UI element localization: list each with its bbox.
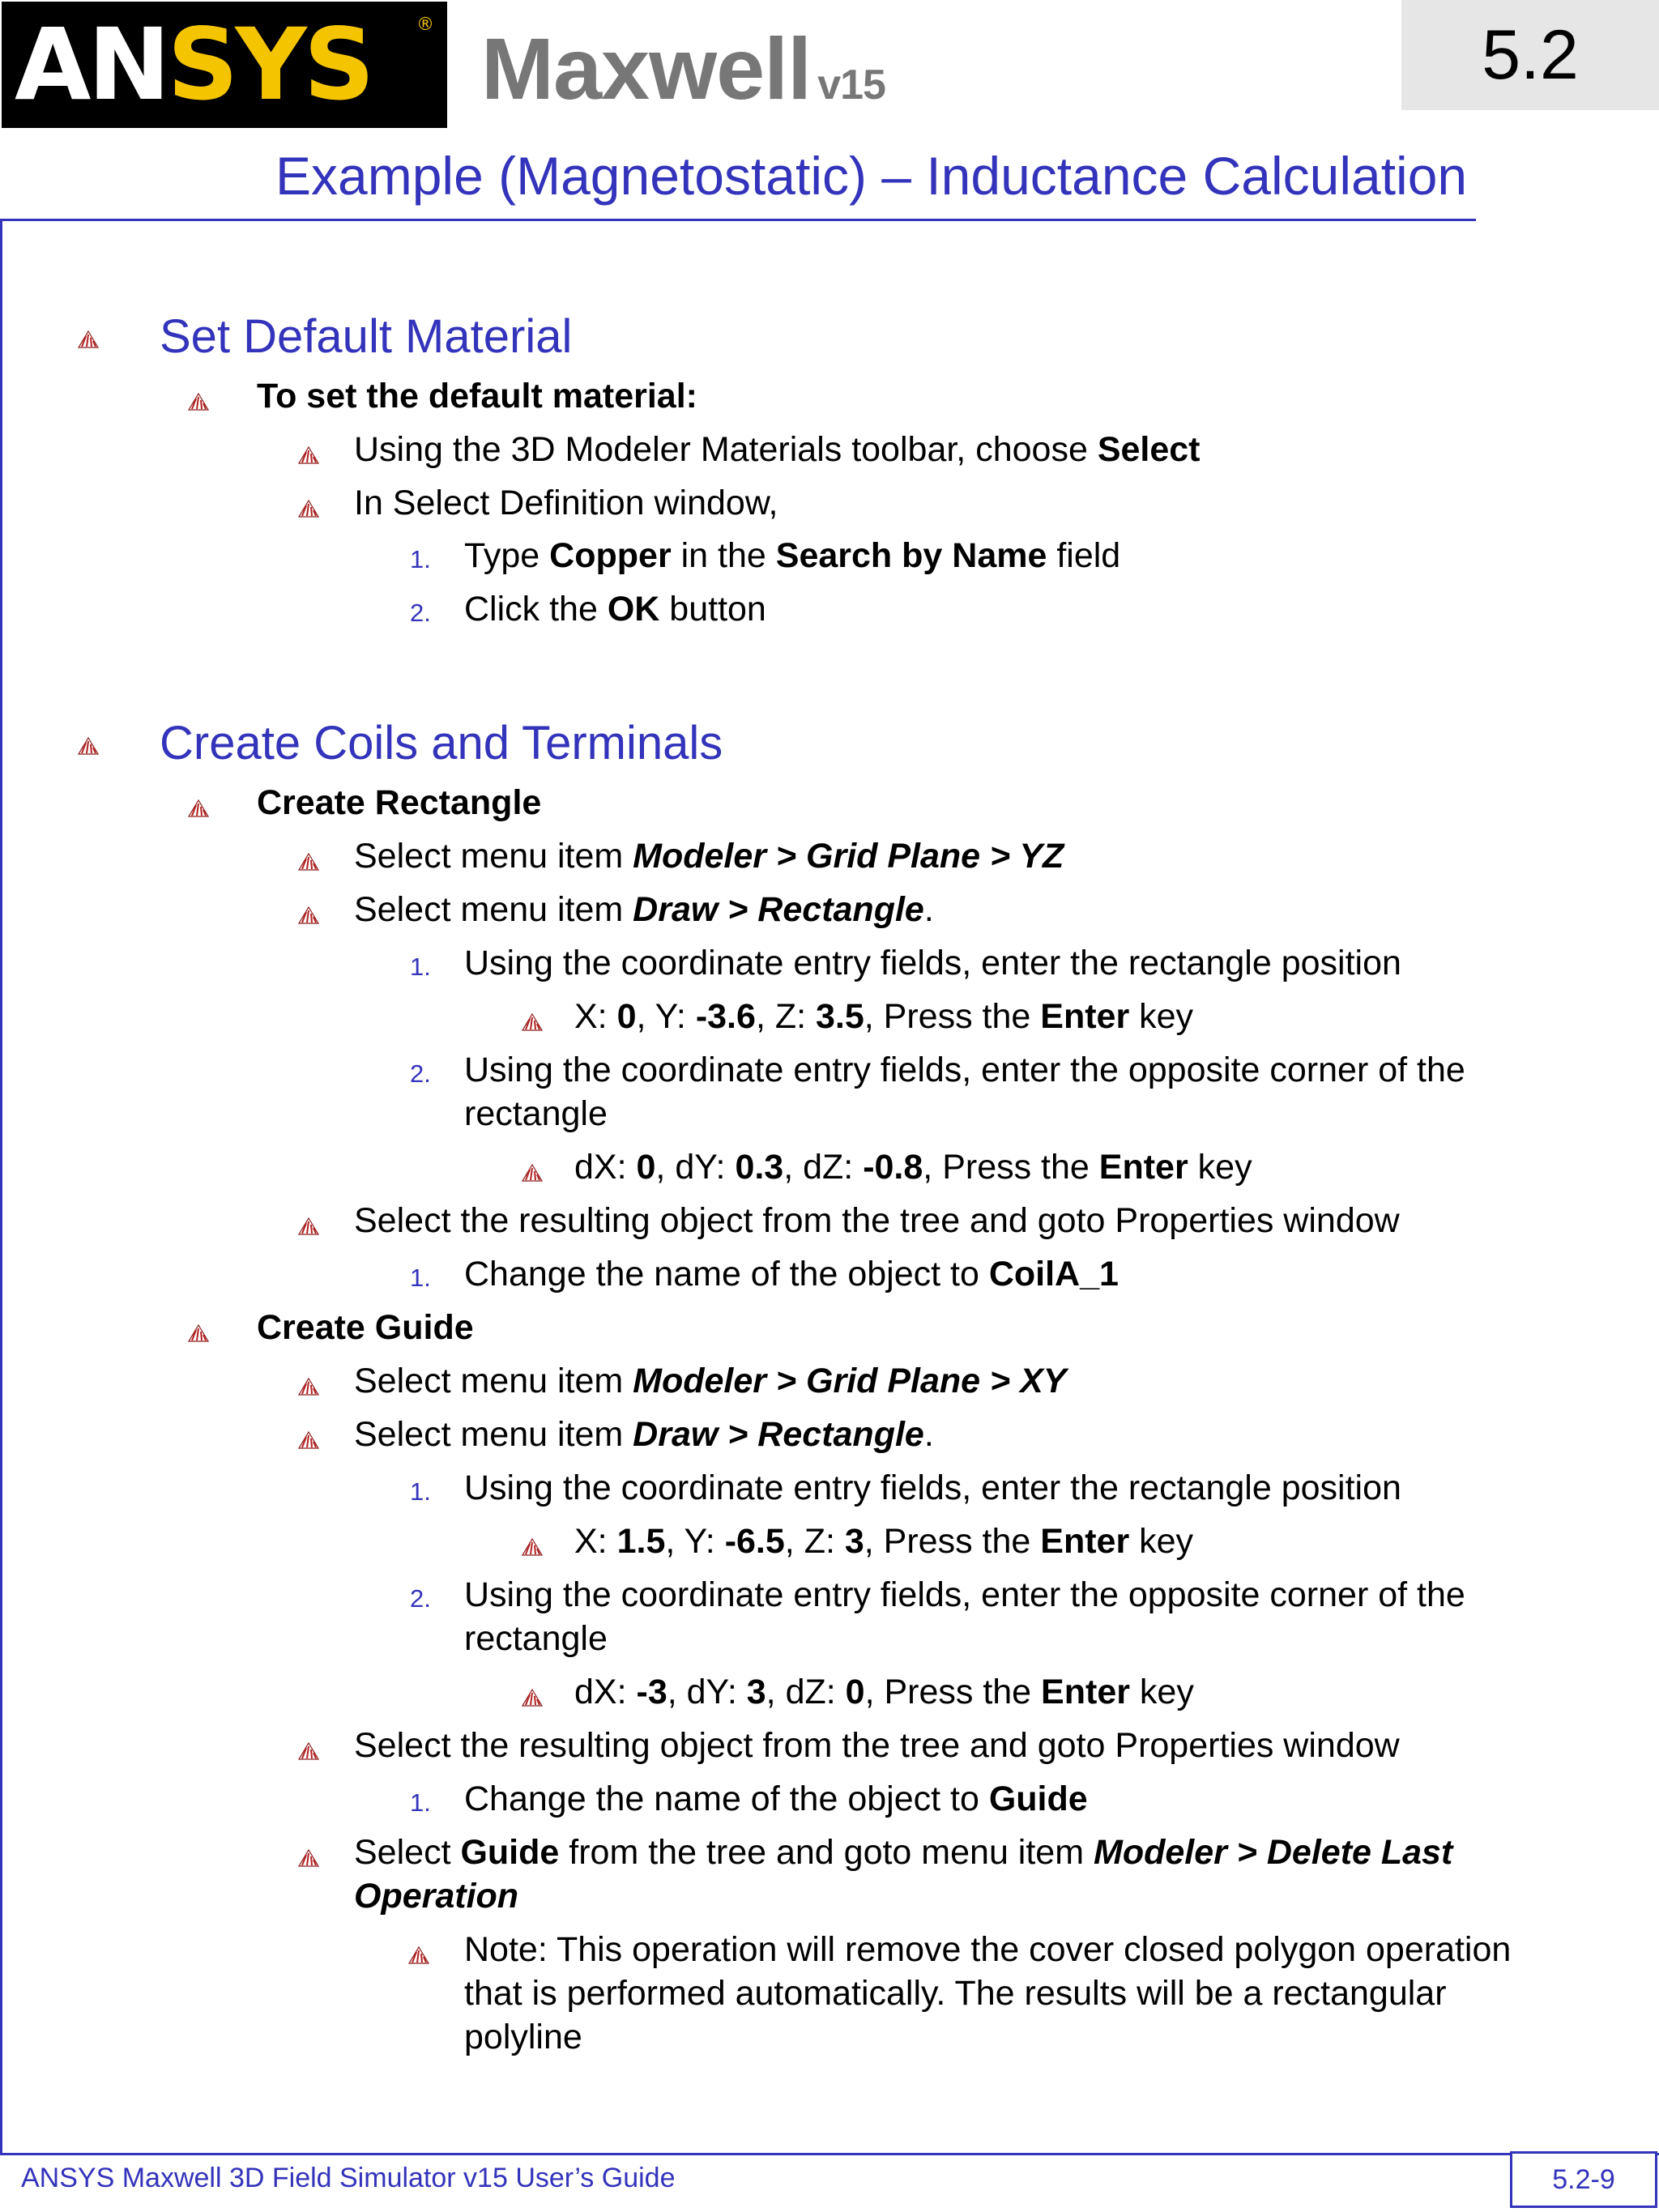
product-title: Maxwell <box>481 19 812 117</box>
list-item-continuation: rectangle <box>464 1619 608 1658</box>
list-item: Select the resulting object from the tree and goto Properties window <box>354 1726 1400 1765</box>
list-item: Select Guide from the tree and goto menu item Modeler > Delete Last <box>354 1833 1453 1872</box>
logo-text-sys: SYS <box>167 7 372 122</box>
page-title: Example (Magnetostatic) – Inductance Calculation <box>275 146 1468 206</box>
subheading-create-rectangle: Create Rectangle <box>257 783 542 822</box>
section-heading-coils-terminals: Create Coils and Terminals <box>160 717 723 769</box>
step-number: 1. <box>410 545 431 573</box>
list-item: Click the OK button <box>464 590 766 629</box>
ansys-logo <box>2 2 447 128</box>
list-item: Type Copper in the Search by Name field <box>464 536 1121 575</box>
subheading-set-default-material: To set the default material: <box>257 377 697 416</box>
note-text-continuation: polyline <box>464 2018 582 2056</box>
list-item: dX: 0, dY: 0.3, dZ: -0.8, Press the Enter key <box>574 1148 1252 1187</box>
subheading-create-guide: Create Guide <box>257 1308 474 1347</box>
footer-guide-title: ANSYS Maxwell 3D Field Simulator v15 User’s Guide <box>21 2163 676 2193</box>
logo-text-an: AN <box>15 7 168 122</box>
step-number: 1. <box>410 953 431 981</box>
list-item-continuation: rectangle <box>464 1094 608 1133</box>
step-number: 2. <box>410 1059 431 1088</box>
list-item: In Select Definition window, <box>354 484 778 522</box>
frame-top-rule <box>0 219 1476 221</box>
list-item: Using the coordinate entry fields, enter the rectangle position <box>464 1468 1401 1507</box>
list-item: Using the 3D Modeler Materials toolbar, choose Select <box>354 430 1201 469</box>
section-heading-default-material: Set Default Material <box>160 310 573 363</box>
list-item: Select menu item Draw > Rectangle. <box>354 1415 934 1454</box>
list-item: X: 0, Y: -3.6, Z: 3.5, Press the Enter key <box>574 997 1194 1036</box>
note-text: Note: This operation will remove the cover closed polygon operation <box>464 1930 1512 1969</box>
list-item: Select the resulting object from the tree and goto Properties window <box>354 1201 1400 1240</box>
list-item: Select menu item Modeler > Grid Plane > YZ <box>354 837 1064 876</box>
list-item: X: 1.5, Y: -6.5, Z: 3, Press the Enter key <box>574 1522 1194 1561</box>
list-item: Change the name of the object to CoilA_1 <box>464 1255 1119 1294</box>
list-item: dX: -3, dY: 3, dZ: 0, Press the Enter key <box>574 1673 1194 1711</box>
product-version: v15 <box>817 62 885 109</box>
step-number: 1. <box>410 1788 431 1817</box>
list-item: Using the coordinate entry fields, enter the opposite corner of the <box>464 1051 1465 1089</box>
product-name <box>481 16 885 121</box>
logo-registered-mark: ® <box>416 15 434 35</box>
list-item: Change the name of the object to Guide <box>464 1779 1088 1818</box>
frame-bottom-rule <box>0 2153 1659 2155</box>
step-number: 1. <box>410 1264 431 1292</box>
step-number: 2. <box>410 1584 431 1613</box>
list-item: Using the coordinate entry fields, enter the opposite corner of the <box>464 1575 1465 1614</box>
list-item: Using the coordinate entry fields, enter the rectangle position <box>464 944 1401 982</box>
step-number: 1. <box>410 1477 431 1506</box>
list-item: Select menu item Modeler > Grid Plane > XY <box>354 1362 1067 1400</box>
page-number: 5.2-9 <box>1510 2151 1657 2208</box>
section-number: 5.2 <box>1401 0 1659 110</box>
list-item-continuation: Operation <box>354 1877 519 1916</box>
note-text-continuation: that is performed automatically. The results will be a rectangular <box>464 1974 1447 2013</box>
list-item: Select menu item Draw > Rectangle. <box>354 890 934 929</box>
frame-left-rule <box>0 219 2 2154</box>
step-number: 2. <box>410 599 431 627</box>
